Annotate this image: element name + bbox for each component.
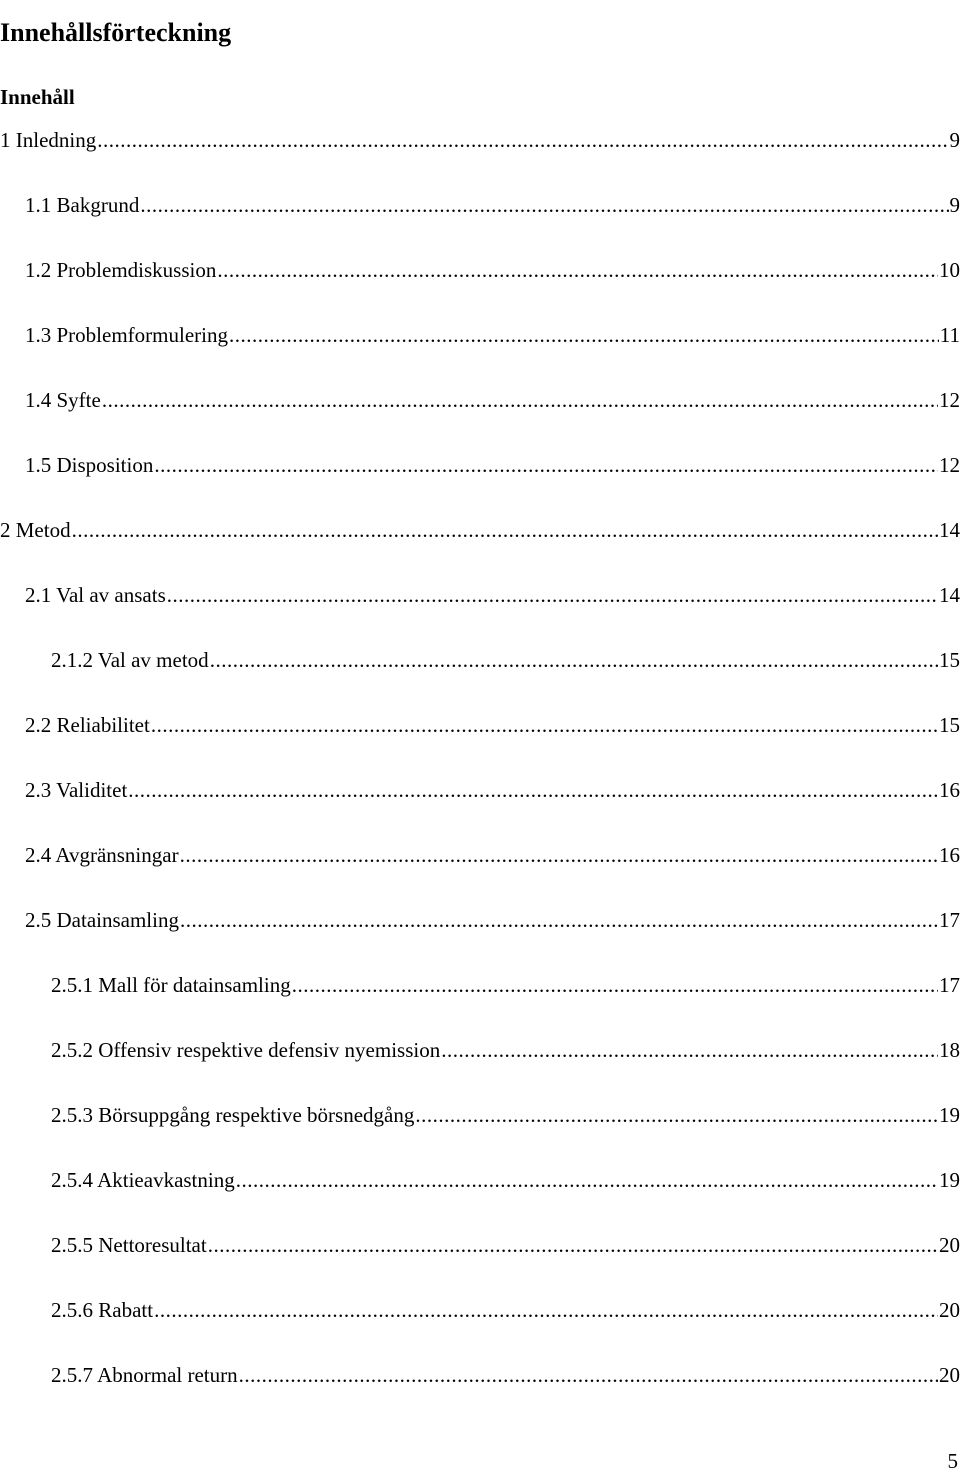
- toc-entry-page: 15: [939, 646, 960, 674]
- toc-entry-label: 1.1 Bakgrund: [25, 191, 139, 219]
- toc-entry-2-5-1[interactable]: [51, 971, 960, 999]
- toc-entry-2-5-3[interactable]: [51, 1101, 960, 1129]
- dot-leader: [167, 581, 938, 609]
- toc-entry-2-5-5[interactable]: [51, 1231, 960, 1259]
- toc-entry-1-5[interactable]: [25, 451, 960, 479]
- toc-heading: Innehåll: [0, 84, 75, 110]
- dot-leader: [140, 191, 948, 219]
- page-number: 5: [948, 1448, 959, 1474]
- dot-leader: [72, 516, 938, 544]
- toc-entry-page: 17: [939, 906, 960, 934]
- toc-entry-label: 1 Inledning: [0, 126, 96, 154]
- dot-leader: [208, 1231, 938, 1259]
- toc-entry-label: 1.2 Problemdiskussion: [25, 256, 216, 284]
- toc-entry-label: 2.5.1 Mall för datainsamling: [51, 971, 291, 999]
- toc-entry-label: 2 Metod: [0, 516, 71, 544]
- dot-leader: [102, 386, 938, 414]
- toc-entry-page: 9: [950, 191, 960, 219]
- toc-entry-label: 2.5.3 Börsuppgång respektive börsnedgång: [51, 1101, 414, 1129]
- dot-leader: [154, 1296, 938, 1324]
- toc-entry-page: 19: [939, 1166, 960, 1194]
- toc-entry-2-3[interactable]: [25, 776, 960, 804]
- toc-entry-label: 2.5.2 Offensiv respektive defensiv nyemission: [51, 1036, 440, 1064]
- toc-entry-page: 20: [939, 1361, 960, 1389]
- toc-entry-2[interactable]: [0, 516, 960, 544]
- toc-entry-2-4[interactable]: [25, 841, 960, 869]
- dot-leader: [210, 646, 938, 674]
- toc-entry-1-2[interactable]: [25, 256, 960, 284]
- dot-leader: [217, 256, 938, 284]
- toc-entry-2-5-7[interactable]: [51, 1361, 960, 1389]
- toc-entry-page: 12: [939, 386, 960, 414]
- dot-leader: [151, 711, 938, 739]
- toc-entry-1[interactable]: [0, 126, 960, 154]
- toc-entry-page: 16: [939, 776, 960, 804]
- toc-entry-2-5-2[interactable]: [51, 1036, 960, 1064]
- toc-entry-label: 2.1.2 Val av metod: [51, 646, 209, 674]
- dot-leader: [236, 1166, 938, 1194]
- toc-entry-page: 11: [940, 321, 960, 349]
- toc-entry-page: 9: [950, 126, 960, 154]
- toc-entry-label: 2.5.7 Abnormal return: [51, 1361, 238, 1389]
- dot-leader: [415, 1101, 938, 1129]
- toc-entry-label: 1.3 Problemformulering: [25, 321, 228, 349]
- toc-entry-2-5-6[interactable]: [51, 1296, 960, 1324]
- toc-entry-page: 15: [939, 711, 960, 739]
- dot-leader: [154, 451, 938, 479]
- dot-leader: [180, 906, 938, 934]
- toc-entry-label: 2.3 Validitet: [25, 776, 127, 804]
- toc-entry-page: 14: [939, 516, 960, 544]
- toc-entry-page: 18: [939, 1036, 960, 1064]
- toc-entry-page: 12: [939, 451, 960, 479]
- dot-leader: [128, 776, 938, 804]
- toc-entry-2-2[interactable]: [25, 711, 960, 739]
- toc-entry-page: 16: [939, 841, 960, 869]
- toc-entry-page: 20: [939, 1231, 960, 1259]
- toc-entry-2-5[interactable]: [25, 906, 960, 934]
- dot-leader: [229, 321, 939, 349]
- toc-entry-1-4[interactable]: [25, 386, 960, 414]
- dot-leader: [180, 841, 938, 869]
- page-title: Innehållsförteckning: [0, 17, 231, 49]
- dot-leader: [239, 1361, 938, 1389]
- toc-entry-label: 1.4 Syfte: [25, 386, 101, 414]
- toc-entry-label: 2.2 Reliabilitet: [25, 711, 150, 739]
- toc-entry-label: 2.5.5 Nettoresultat: [51, 1231, 207, 1259]
- toc-entry-1-3[interactable]: [25, 321, 960, 349]
- dot-leader: [97, 126, 948, 154]
- toc-entry-label: 2.4 Avgränsningar: [25, 841, 179, 869]
- toc-entry-label: 2.5 Datainsamling: [25, 906, 179, 934]
- toc-entry-page: 20: [939, 1296, 960, 1324]
- toc-entry-label: 2.5.4 Aktieavkastning: [51, 1166, 235, 1194]
- toc-entry-label: 2.5.6 Rabatt: [51, 1296, 153, 1324]
- toc-entry-2-5-4[interactable]: [51, 1166, 960, 1194]
- toc-entry-page: 19: [939, 1101, 960, 1129]
- toc-entry-1-1[interactable]: [25, 191, 960, 219]
- toc-entry-2-1[interactable]: [25, 581, 960, 609]
- toc-entry-label: 2.1 Val av ansats: [25, 581, 166, 609]
- toc-entry-label: 1.5 Disposition: [25, 451, 153, 479]
- toc-entry-2-1-2[interactable]: [51, 646, 960, 674]
- dot-leader: [292, 971, 938, 999]
- toc-entry-page: 14: [939, 581, 960, 609]
- dot-leader: [441, 1036, 938, 1064]
- toc-entry-page: 17: [939, 971, 960, 999]
- toc-entry-page: 10: [939, 256, 960, 284]
